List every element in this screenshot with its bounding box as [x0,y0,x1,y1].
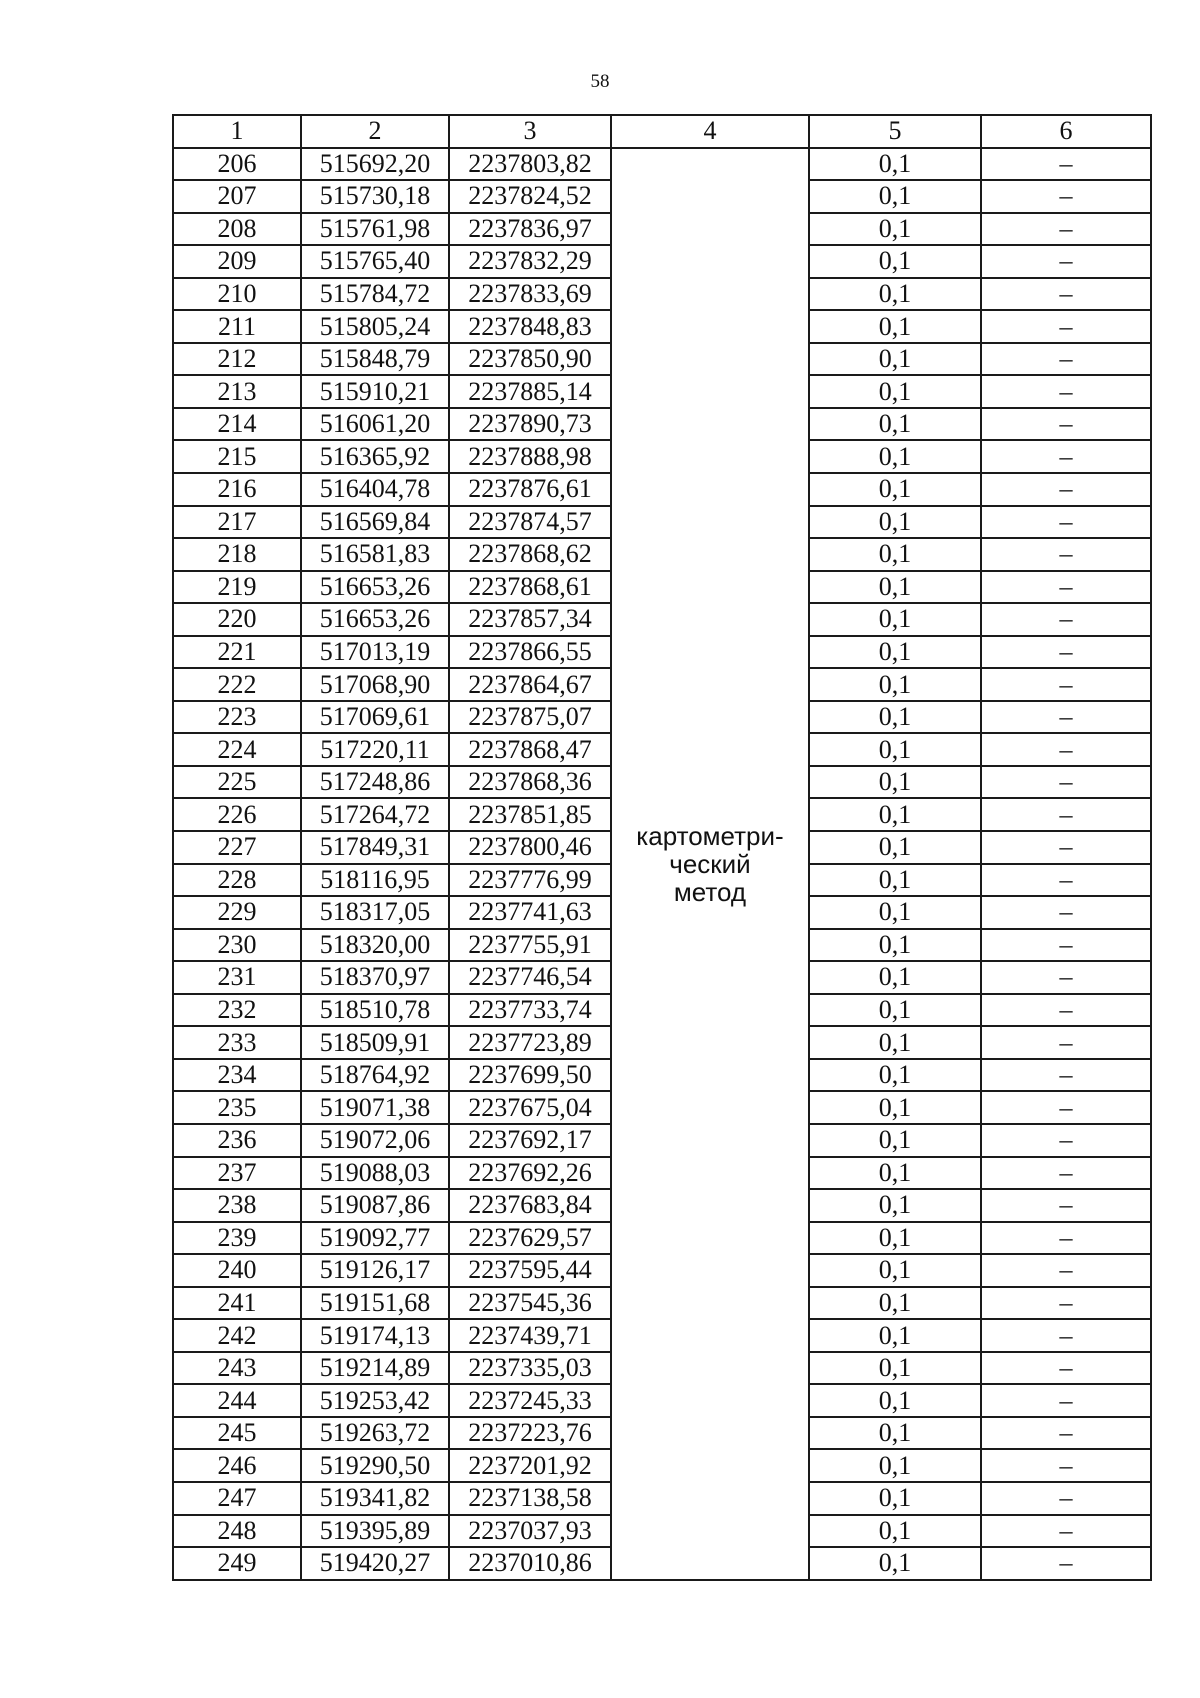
accuracy-cell: 0,1 [809,1515,981,1548]
header-cell-2: 2 [301,115,449,148]
description-cell: – [981,766,1151,799]
method-text-line: ческий [669,848,751,879]
accuracy-cell: 0,1 [809,1254,981,1287]
point-number-cell: 246 [173,1449,301,1482]
description-cell: – [981,798,1151,831]
description-cell: – [981,701,1151,734]
description-cell: – [981,831,1151,864]
point-number-cell: 228 [173,864,301,897]
coordinate-y-cell: 2237868,36 [449,766,611,799]
description-cell: – [981,1547,1151,1580]
point-number-cell: 230 [173,929,301,962]
description-cell: – [981,733,1151,766]
point-number-cell: 208 [173,213,301,246]
description-cell: – [981,1189,1151,1222]
coordinate-x-cell: 517264,72 [301,798,449,831]
coordinate-y-cell: 2237755,91 [449,929,611,962]
coordinate-x-cell: 518764,92 [301,1059,449,1092]
coordinate-y-cell: 2237439,71 [449,1319,611,1352]
accuracy-cell: 0,1 [809,701,981,734]
point-number-cell: 234 [173,1059,301,1092]
coordinate-x-cell: 519214,89 [301,1352,449,1385]
accuracy-cell: 0,1 [809,896,981,929]
coordinate-x-cell: 519420,27 [301,1547,449,1580]
accuracy-cell: 0,1 [809,1319,981,1352]
coordinate-y-cell: 2237138,58 [449,1482,611,1515]
description-cell: – [981,1319,1151,1352]
accuracy-cell: 0,1 [809,343,981,376]
point-number-cell: 239 [173,1222,301,1255]
accuracy-cell: 0,1 [809,148,981,181]
description-cell: – [981,603,1151,636]
point-number-cell: 242 [173,1319,301,1352]
point-number-cell: 229 [173,896,301,929]
coordinate-y-cell: 2237851,85 [449,798,611,831]
accuracy-cell: 0,1 [809,245,981,278]
header-row [173,115,1151,148]
point-number-cell: 235 [173,1091,301,1124]
point-number-cell: 223 [173,701,301,734]
accuracy-cell: 0,1 [809,310,981,343]
coordinate-x-cell: 519126,17 [301,1254,449,1287]
coordinate-x-cell: 516404,78 [301,473,449,506]
accuracy-cell: 0,1 [809,1189,981,1222]
coordinate-y-cell: 2237868,61 [449,571,611,604]
point-number-cell: 237 [173,1157,301,1190]
coordinate-y-cell: 2237832,29 [449,245,611,278]
description-cell: – [981,994,1151,1027]
method-cell [611,148,809,1580]
coordinate-y-cell: 2237885,14 [449,375,611,408]
header-cell-1: 1 [173,115,301,148]
point-number-cell: 216 [173,473,301,506]
description-cell: – [981,506,1151,539]
coordinate-y-cell: 2237803,82 [449,148,611,181]
header-cell-5: 5 [809,115,981,148]
point-number-cell: 219 [173,571,301,604]
point-number-cell: 213 [173,375,301,408]
description-cell: – [981,1352,1151,1385]
point-number-cell: 218 [173,538,301,571]
description-cell: – [981,538,1151,571]
coordinate-x-cell: 515761,98 [301,213,449,246]
accuracy-cell: 0,1 [809,668,981,701]
description-cell: – [981,1124,1151,1157]
accuracy-cell: 0,1 [809,766,981,799]
accuracy-cell: 0,1 [809,278,981,311]
coordinate-y-cell: 2237836,97 [449,213,611,246]
coordinate-y-cell: 2237675,04 [449,1091,611,1124]
coordinate-x-cell: 515910,21 [301,375,449,408]
coordinate-x-cell: 519151,68 [301,1287,449,1320]
accuracy-cell: 0,1 [809,538,981,571]
point-number-cell: 217 [173,506,301,539]
coordinate-y-cell: 2237850,90 [449,343,611,376]
coordinate-x-cell: 519174,13 [301,1319,449,1352]
coordinate-x-cell: 516581,83 [301,538,449,571]
coordinate-x-cell: 515730,18 [301,180,449,213]
description-cell: – [981,961,1151,994]
coordinate-y-cell: 2237776,99 [449,864,611,897]
point-number-cell: 220 [173,603,301,636]
coordinate-x-cell: 519088,03 [301,1157,449,1190]
description-cell: – [981,310,1151,343]
coordinate-y-cell: 2237245,33 [449,1384,611,1417]
coordinate-x-cell: 516653,26 [301,571,449,604]
coordinate-x-cell: 519253,42 [301,1384,449,1417]
description-cell: – [981,1091,1151,1124]
coordinate-x-cell: 519395,89 [301,1515,449,1548]
description-cell: – [981,1254,1151,1287]
point-number-cell: 227 [173,831,301,864]
description-cell: – [981,1287,1151,1320]
point-number-cell: 241 [173,1287,301,1320]
point-number-cell: 207 [173,180,301,213]
point-number-cell: 244 [173,1384,301,1417]
point-number-cell: 222 [173,668,301,701]
description-cell: – [981,375,1151,408]
accuracy-cell: 0,1 [809,1417,981,1450]
method-text-line: картометри- [636,820,784,851]
accuracy-cell: 0,1 [809,798,981,831]
coordinates-table [172,114,1152,1581]
accuracy-cell: 0,1 [809,1547,981,1580]
coordinate-y-cell: 2237335,03 [449,1352,611,1385]
accuracy-cell: 0,1 [809,1449,981,1482]
point-number-cell: 240 [173,1254,301,1287]
accuracy-cell: 0,1 [809,994,981,1027]
description-cell: – [981,1157,1151,1190]
accuracy-cell: 0,1 [809,831,981,864]
point-number-cell: 247 [173,1482,301,1515]
coordinate-y-cell: 2237545,36 [449,1287,611,1320]
point-number-cell: 233 [173,1026,301,1059]
point-number-cell: 214 [173,408,301,441]
accuracy-cell: 0,1 [809,929,981,962]
coordinate-x-cell: 519092,77 [301,1222,449,1255]
point-number-cell: 236 [173,1124,301,1157]
coordinate-y-cell: 2237201,92 [449,1449,611,1482]
accuracy-cell: 0,1 [809,1287,981,1320]
description-cell: – [981,180,1151,213]
coordinates-table-body [173,115,1151,1580]
coordinate-x-cell: 517849,31 [301,831,449,864]
accuracy-cell: 0,1 [809,571,981,604]
coordinate-x-cell: 517013,19 [301,636,449,669]
point-number-cell: 243 [173,1352,301,1385]
coordinate-x-cell: 515765,40 [301,245,449,278]
description-cell: – [981,343,1151,376]
accuracy-cell: 0,1 [809,1482,981,1515]
accuracy-cell: 0,1 [809,961,981,994]
accuracy-cell: 0,1 [809,473,981,506]
coordinate-x-cell: 519087,86 [301,1189,449,1222]
description-cell: – [981,896,1151,929]
description-cell: – [981,864,1151,897]
coordinate-y-cell: 2237868,62 [449,538,611,571]
description-cell: – [981,440,1151,473]
coordinate-x-cell: 519341,82 [301,1482,449,1515]
description-cell: – [981,571,1151,604]
coordinate-y-cell: 2237824,52 [449,180,611,213]
point-number-cell: 249 [173,1547,301,1580]
coordinate-y-cell: 2237692,26 [449,1157,611,1190]
coordinate-y-cell: 2237864,67 [449,668,611,701]
coordinate-y-cell: 2237699,50 [449,1059,611,1092]
coordinate-x-cell: 517248,86 [301,766,449,799]
coordinate-x-cell: 515784,72 [301,278,449,311]
accuracy-cell: 0,1 [809,440,981,473]
coordinate-x-cell: 519071,38 [301,1091,449,1124]
description-cell: – [981,1515,1151,1548]
description-cell: – [981,1449,1151,1482]
coordinate-y-cell: 2237692,17 [449,1124,611,1157]
point-number-cell: 221 [173,636,301,669]
description-cell: – [981,278,1151,311]
point-number-cell: 225 [173,766,301,799]
coordinate-x-cell: 518320,00 [301,929,449,962]
accuracy-cell: 0,1 [809,213,981,246]
coordinate-x-cell: 516365,92 [301,440,449,473]
point-number-cell: 248 [173,1515,301,1548]
coordinate-x-cell: 518370,97 [301,961,449,994]
coordinate-y-cell: 2237629,57 [449,1222,611,1255]
coordinate-x-cell: 517068,90 [301,668,449,701]
description-cell: – [981,473,1151,506]
point-number-cell: 206 [173,148,301,181]
coordinate-y-cell: 2237848,83 [449,310,611,343]
description-cell: – [981,245,1151,278]
description-cell: – [981,408,1151,441]
accuracy-cell: 0,1 [809,180,981,213]
point-number-cell: 224 [173,733,301,766]
coordinate-x-cell: 516569,84 [301,506,449,539]
coordinate-y-cell: 2237857,34 [449,603,611,636]
page-number: 58 [590,71,610,92]
coordinate-x-cell: 518317,05 [301,896,449,929]
coordinate-x-cell: 517069,61 [301,701,449,734]
point-number-cell: 215 [173,440,301,473]
accuracy-cell: 0,1 [809,1384,981,1417]
coordinate-y-cell: 2237595,44 [449,1254,611,1287]
point-number-cell: 226 [173,798,301,831]
description-cell: – [981,668,1151,701]
coordinate-x-cell: 515805,24 [301,310,449,343]
coordinate-x-cell: 515692,20 [301,148,449,181]
accuracy-cell: 0,1 [809,864,981,897]
coordinate-y-cell: 2237866,55 [449,636,611,669]
description-cell: – [981,213,1151,246]
accuracy-cell: 0,1 [809,375,981,408]
coordinate-y-cell: 2237723,89 [449,1026,611,1059]
header-cell-4: 4 [611,115,809,148]
description-cell: – [981,1482,1151,1515]
accuracy-cell: 0,1 [809,1352,981,1385]
coordinate-x-cell: 517220,11 [301,733,449,766]
accuracy-cell: 0,1 [809,1059,981,1092]
point-number-cell: 245 [173,1417,301,1450]
accuracy-cell: 0,1 [809,636,981,669]
point-number-cell: 209 [173,245,301,278]
coordinate-y-cell: 2237890,73 [449,408,611,441]
coordinate-x-cell: 518116,95 [301,864,449,897]
description-cell: – [981,1417,1151,1450]
header-cell-3: 3 [449,115,611,148]
coordinate-y-cell: 2237683,84 [449,1189,611,1222]
coordinate-y-cell: 2237037,93 [449,1515,611,1548]
description-cell: – [981,148,1151,181]
coordinate-y-cell: 2237833,69 [449,278,611,311]
description-cell: – [981,1026,1151,1059]
coordinate-y-cell: 2237733,74 [449,994,611,1027]
accuracy-cell: 0,1 [809,603,981,636]
point-number-cell: 232 [173,994,301,1027]
coordinate-y-cell: 2237876,61 [449,473,611,506]
description-cell: – [981,1222,1151,1255]
coordinate-y-cell: 2237800,46 [449,831,611,864]
description-cell: – [981,1059,1151,1092]
description-cell: – [981,1384,1151,1417]
accuracy-cell: 0,1 [809,1124,981,1157]
accuracy-cell: 0,1 [809,408,981,441]
coordinate-x-cell: 515848,79 [301,343,449,376]
coordinate-y-cell: 2237888,98 [449,440,611,473]
accuracy-cell: 0,1 [809,1157,981,1190]
coordinate-x-cell: 518510,78 [301,994,449,1027]
accuracy-cell: 0,1 [809,506,981,539]
coordinate-y-cell: 2237746,54 [449,961,611,994]
coordinate-x-cell: 519290,50 [301,1449,449,1482]
coordinate-y-cell: 2237875,07 [449,701,611,734]
coordinate-y-cell: 2237223,76 [449,1417,611,1450]
coordinate-y-cell: 2237741,63 [449,896,611,929]
accuracy-cell: 0,1 [809,1091,981,1124]
coordinate-x-cell: 519072,06 [301,1124,449,1157]
coordinate-x-cell: 518509,91 [301,1026,449,1059]
description-cell: – [981,636,1151,669]
point-number-cell: 212 [173,343,301,376]
coordinate-y-cell: 2237010,86 [449,1547,611,1580]
header-cell-6: 6 [981,115,1151,148]
coordinate-x-cell: 519263,72 [301,1417,449,1450]
coordinate-x-cell: 516653,26 [301,603,449,636]
coordinate-y-cell: 2237874,57 [449,506,611,539]
point-number-cell: 231 [173,961,301,994]
accuracy-cell: 0,1 [809,1222,981,1255]
accuracy-cell: 0,1 [809,733,981,766]
point-number-cell: 238 [173,1189,301,1222]
coordinate-x-cell: 516061,20 [301,408,449,441]
description-cell: – [981,929,1151,962]
point-number-cell: 210 [173,278,301,311]
point-number-cell: 211 [173,310,301,343]
accuracy-cell: 0,1 [809,1026,981,1059]
table-row [173,148,1151,181]
coordinate-y-cell: 2237868,47 [449,733,611,766]
method-text-line: метод [673,876,747,907]
